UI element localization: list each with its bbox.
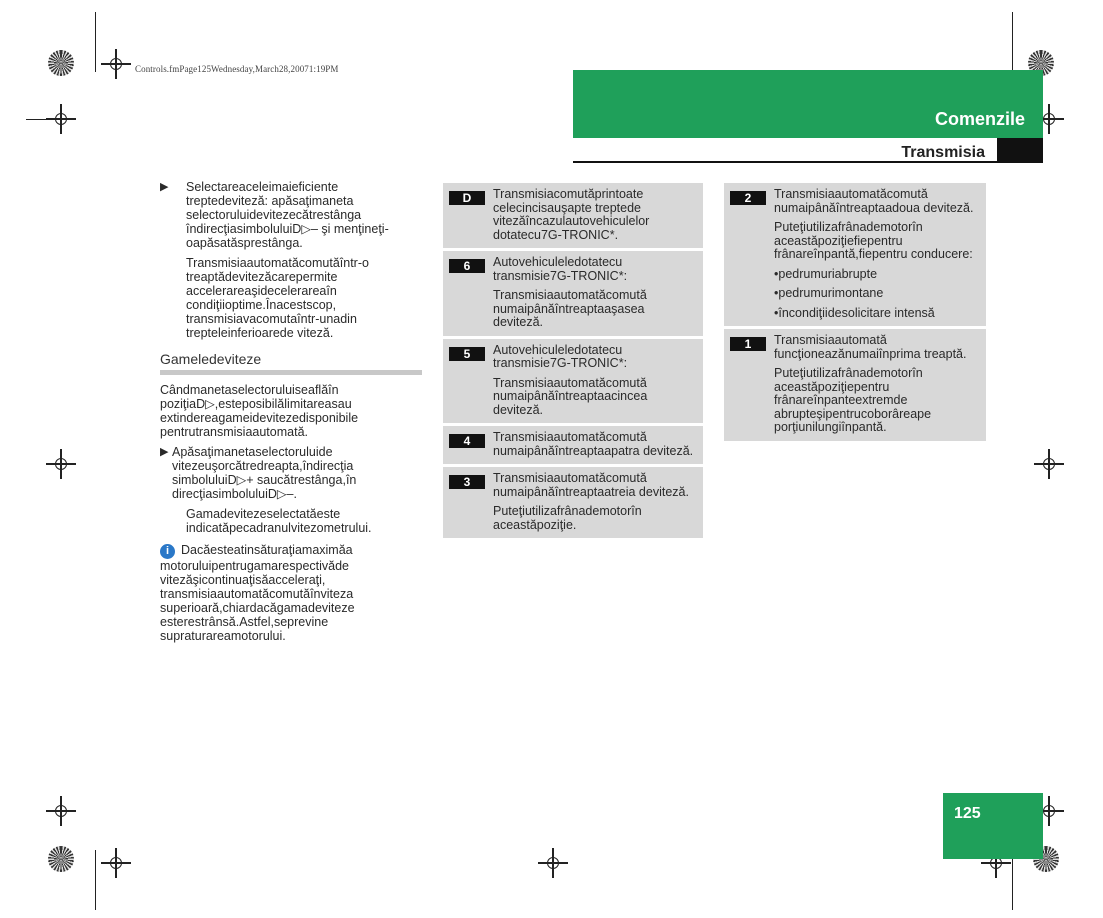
gear-row-6: [443, 251, 703, 339]
gear-badge: 2: [730, 191, 766, 205]
gear-description: Autovehiculeledotatecu transmisie7G-TRONIC*:: [493, 255, 628, 283]
file-meta-line: Controls.fmPage125Wednesday,March28,20071:19PM: [135, 64, 339, 74]
list-bullet: •pedrumurimontane: [774, 286, 884, 300]
registration-rosette-icon: [48, 50, 74, 76]
gear-badge: 5: [449, 347, 485, 361]
gear-badge: D: [449, 191, 485, 205]
gear-row-2: [724, 183, 986, 329]
section-rule: [573, 161, 1043, 163]
registration-target-icon: [110, 857, 122, 869]
gear-badge: 6: [449, 259, 485, 273]
gear-row-4: [443, 426, 703, 467]
crop-mark: [26, 119, 46, 120]
gear-description: Transmisiaautomatăcomută numaipânăîntreaptaapatra deviteză.: [493, 430, 694, 458]
crop-mark: [1012, 850, 1013, 910]
crop-mark: [95, 850, 96, 910]
paragraph: Gamadevitezeselectatăeste indicatăpecadranulvitezometrului.: [186, 507, 372, 535]
gear-row-d: [443, 183, 703, 251]
triangle-bullet-icon: ▶: [160, 446, 169, 458]
list-bullet: •pedrumuriabrupte: [774, 266, 878, 281]
section-title: Transmisia: [901, 144, 985, 161]
chapter-title: Comenzile: [934, 109, 1025, 129]
info-icon: i: [160, 544, 175, 559]
page-number: 125: [954, 805, 981, 822]
registration-target-icon: [547, 857, 559, 869]
info-note-text: Dacăesteatinsăturaţiamaximăa motoruluipentrugamarespectivăde vitezăşicontinuaţisăacceleraţi, transmisiaautomatăcomutăînviteza superioară,chiardacăgamadeviteze esterestrânsă.Astfel,seprevine supraturareamotorului.: [160, 543, 355, 643]
gear-description: Transmisiaautomatăcomută numaipânăîntreaptaacincea deviteză.: [493, 375, 648, 417]
gear-badge: 3: [449, 475, 485, 489]
info-note: [160, 543, 422, 643]
gear-table-left: [443, 183, 703, 538]
crop-mark: [95, 12, 96, 72]
page-number-box: [943, 793, 1043, 859]
registration-target-icon: [55, 458, 67, 470]
registration-rosette-icon: [48, 846, 74, 872]
gear-badge: 1: [730, 337, 766, 351]
instruction-text: Selectareaceleimaieficiente treptedeviteză: apăsaţimaneta selectoruluidevitezecătrestânga îndirecţiasimboluluiD▷– şi menţineţi-oapăsatăsprestânga.: [186, 180, 389, 250]
gear-row-5: [443, 339, 703, 427]
list-bullet: •încondiţiidesolicitare intensă: [774, 305, 935, 320]
gear-badge: 4: [449, 434, 485, 448]
gear-description: Puteţiutilizafrânademotorîn aceastăpoziţiepentru frânareînpanteextremde abrupteşipentrucoborâreape porţiunilungiînpantă.: [774, 366, 932, 434]
subheading: Gameledeviteze: [160, 351, 262, 367]
gear-description: Autovehiculeledotatecu transmisie7G-TRONIC*:: [493, 342, 628, 370]
gear-description: Transmisiacomutăprintoate celecincisauşapte treptede vitezăîncazulautovehiculelor dotatecu7G-TRONIC*.: [493, 187, 650, 242]
triangle-bullet-icon: ▶: [160, 181, 169, 193]
gear-row-3: [443, 467, 703, 538]
registration-target-icon: [55, 805, 67, 817]
gear-description: Puteţiutilizafrânademotorîn aceastăpoziţie.: [493, 504, 642, 532]
gear-description: Transmisiaautomată funcţioneazănumaiînprima treaptă.: [774, 333, 967, 361]
gear-description: Transmisiaautomatăcomută numaipânăîntreaptaatreia deviteză.: [493, 471, 689, 499]
left-column: [160, 180, 422, 649]
gear-description: Transmisiaautomatăcomută numaipânăîntreaptaaşasea deviteză.: [493, 288, 647, 329]
gear-description: Puteţiutilizafrânademotorîn aceastăpoziţiefiepentru frânareînpantă,fiepentru conducere:: [774, 220, 973, 261]
subheading-rule: [160, 370, 422, 375]
paragraph: Transmisiaautomatăcomutăîntr-o treaptădevitezăcarepermite accelerareaşidecelerareaîn condiţiioptime.Înacestscop, transmisiavacomutaîntr-unadin trepteleinferioarede viteză.: [186, 256, 369, 340]
gear-description: Transmisiaautomatăcomută numaipânăîntreaptaadoua deviteză.: [774, 187, 974, 215]
crop-mark: [1012, 12, 1013, 72]
registration-target-icon: [1043, 458, 1055, 470]
paragraph: Cândmanetaselectoruluiseaflăîn poziţiaD▷,esteposibilălimitareasau extindereagameidevitezedisponibile pentrutransmisiaautomată.: [160, 383, 359, 439]
registration-target-icon: [110, 58, 122, 70]
chapter-band: [573, 70, 1043, 138]
instruction-text: Apăsaţimanetaselectoruluide vitezeuşorcătredreapta,îndirecţia simboluluiD▷+ saucătrestânga,în direcţiasimboluluiD▷–.: [172, 445, 357, 501]
gear-row-1: [724, 329, 986, 441]
instruction-item: [160, 445, 422, 507]
gear-table-right: [724, 183, 986, 441]
registration-target-icon: [1043, 113, 1055, 125]
section-marker: [997, 138, 1043, 162]
registration-target-icon: [1043, 805, 1055, 817]
instruction-item: [160, 180, 422, 256]
registration-target-icon: [55, 113, 67, 125]
